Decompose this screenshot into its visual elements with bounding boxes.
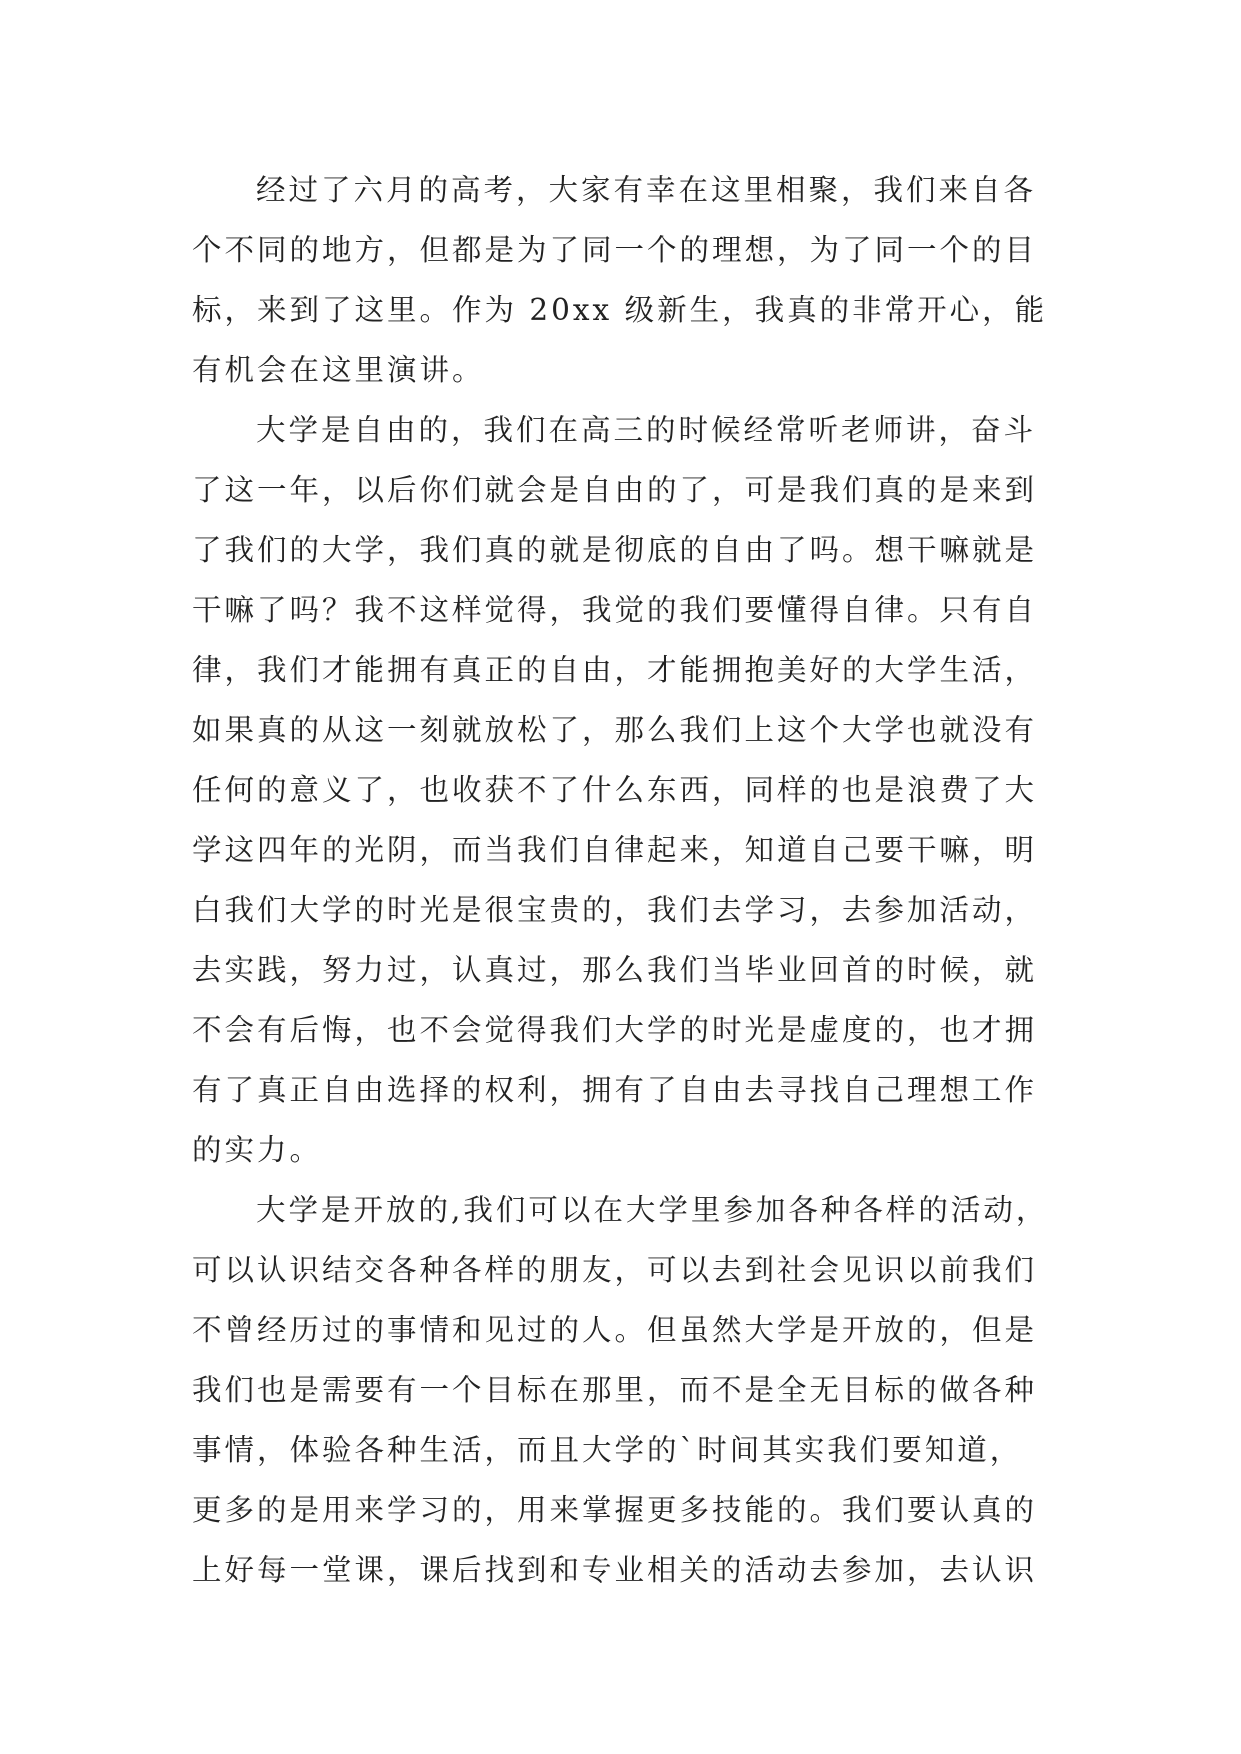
- paragraph-line: 事情，体验各种生活，而且大学的`时间其实我们要知道，: [192, 1433, 1023, 1467]
- paragraph-line: 白我们大学的时光是很宝贵的，我们去学习，去参加活动，: [192, 893, 1038, 927]
- document-body: [192, 160, 1052, 1600]
- paragraph-line: 上好每一堂课，课后找到和专业相关的活动去参加，去认识: [192, 1553, 1038, 1587]
- paragraph-1: [192, 160, 1052, 400]
- paragraph-line: 个不同的地方，但都是为了同一个的理想，为了同一个的目: [192, 233, 1038, 267]
- paragraph-line: 大学是自由的，我们在高三的时候经常听老师讲，奋斗: [256, 413, 1037, 447]
- paragraph-line: 任何的意义了，也收获不了什么东西，同样的也是浪费了大: [192, 773, 1038, 807]
- paragraph-line: 的实力。: [192, 1133, 323, 1167]
- paragraph-3: [192, 1180, 1052, 1600]
- paragraph-line: 不曾经历过的事情和见过的人。但虽然大学是开放的，但是: [192, 1313, 1038, 1347]
- paragraph-line: 经过了六月的高考，大家有幸在这里相聚，我们来自各: [256, 173, 1037, 207]
- paragraph-line: 了这一年，以后你们就会是自由的了，可是我们真的是来到: [192, 473, 1038, 507]
- paragraph-line: 大学是开放的,我们可以在大学里参加各种各样的活动，: [256, 1193, 1049, 1227]
- paragraph-line: 不会有后悔，也不会觉得我们大学的时光是虚度的，也才拥: [192, 1013, 1038, 1047]
- paragraph-line: 有机会在这里演讲。: [192, 353, 485, 387]
- paragraph-line: 有了真正自由选择的权利，拥有了自由去寻找自己理想工作: [192, 1073, 1038, 1107]
- paragraph-line: 可以认识结交各种各样的朋友，可以去到社会见识以前我们: [192, 1253, 1038, 1287]
- paragraph-line: 律，我们才能拥有真正的自由，才能拥抱美好的大学生活，: [192, 653, 1038, 687]
- paragraph-line: 更多的是用来学习的，用来掌握更多技能的。我们要认真的: [192, 1493, 1038, 1527]
- paragraph-2: [192, 400, 1052, 1180]
- paragraph-line: 学这四年的光阴，而当我们自律起来，知道自己要干嘛，明: [192, 833, 1038, 867]
- paragraph-line: 如果真的从这一刻就放松了，那么我们上这个大学也就没有: [192, 713, 1038, 747]
- paragraph-line: 去实践，努力过，认真过，那么我们当毕业回首的时候，就: [192, 953, 1038, 987]
- paragraph-line: 了我们的大学，我们真的就是彻底的自由了吗。想干嘛就是: [192, 533, 1038, 567]
- paragraph-line: 标，来到了这里。作为 20xx 级新生，我真的非常开心，能: [192, 293, 1048, 327]
- paragraph-line: 我们也是需要有一个目标在那里，而不是全无目标的做各种: [192, 1373, 1038, 1407]
- paragraph-line: 干嘛了吗？我不这样觉得，我觉的我们要懂得自律。只有自: [192, 593, 1038, 627]
